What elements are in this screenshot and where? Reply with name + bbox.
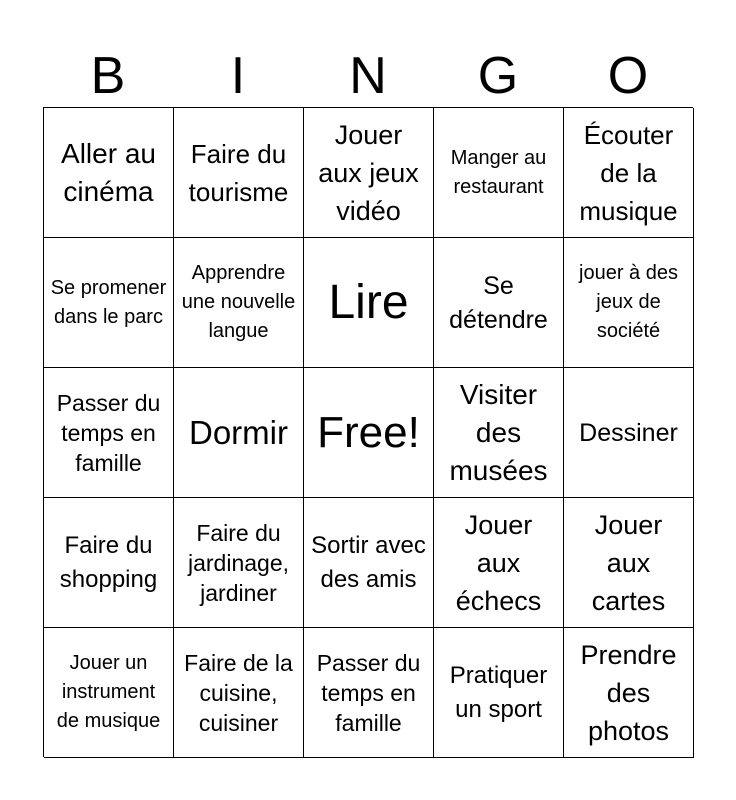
bingo-cell[interactable] [434,498,564,628]
cell-text: Visiter des musées [449,378,548,486]
bingo-cell[interactable] [304,108,434,238]
cell-text: Jouer un instrument de musique [56,652,161,732]
cell-text: jouer à des jeux de société [579,262,678,342]
bingo-cell[interactable] [564,238,694,368]
cell-text: Faire du jardinage, jardiner [187,519,290,606]
cell-text: Jouer aux échecs [455,509,542,616]
cell-text: Dessiner [579,418,678,447]
cell-text: Jouer aux jeux vidéo [318,119,419,226]
cell-text: Jouer aux cartes [591,509,666,616]
bingo-cell[interactable] [434,238,564,368]
bingo-cell[interactable] [564,498,694,628]
bingo-cell-free[interactable] [304,368,434,498]
cell-text: Lire [328,275,409,329]
cell-text: Écouter de la musique [579,119,678,226]
bingo-cell[interactable] [564,108,694,238]
bingo-cell[interactable] [174,498,304,628]
bingo-cell[interactable] [174,108,304,238]
header-letter-g: G [477,47,519,105]
bingo-cell[interactable] [174,238,304,368]
header-letter-o: O [607,47,649,105]
cell-text: Apprendre une nouvelle langue [181,262,296,342]
bingo-cell[interactable] [434,368,564,498]
cell-text: Pratiquer un sport [449,661,548,723]
cell-text: Passer du temps en famille [316,649,421,736]
bingo-cell[interactable] [44,108,174,238]
cell-text: Faire du shopping [59,531,158,593]
bingo-header [43,46,693,106]
bingo-cell[interactable] [434,628,564,758]
cell-text: Faire du tourisme [188,138,289,207]
cell-text: Sortir avec des amis [311,531,426,593]
bingo-cell[interactable] [434,108,564,238]
header-letter-b: B [90,47,126,105]
bingo-cell[interactable] [304,238,434,368]
cell-text: Dormir [189,413,288,451]
cell-text: Aller au cinéma [61,137,156,207]
bingo-cell[interactable] [44,498,174,628]
bingo-cell[interactable] [304,498,434,628]
header-letter-i: I [230,47,246,105]
bingo-cell[interactable] [44,238,174,368]
bingo-cell[interactable] [44,628,174,758]
cell-text: Manger au restaurant [450,146,547,198]
bingo-cell[interactable] [174,368,304,498]
bingo-cell[interactable] [174,628,304,758]
cell-text: Se promener dans le parc [50,276,167,328]
cell-text: Passer du temps en famille [56,389,161,476]
header-letter-n: N [349,47,387,105]
bingo-cell[interactable] [44,368,174,498]
cell-text: Prendre des photos [580,639,677,746]
bingo-cell[interactable] [564,368,694,498]
cell-text: Se détendre [449,271,548,334]
bingo-grid [43,107,693,757]
bingo-cell[interactable] [304,628,434,758]
free-space-text: Free! [317,407,420,457]
bingo-cell[interactable] [564,628,694,758]
cell-text: Faire de la cuisine, cuisiner [184,649,293,736]
